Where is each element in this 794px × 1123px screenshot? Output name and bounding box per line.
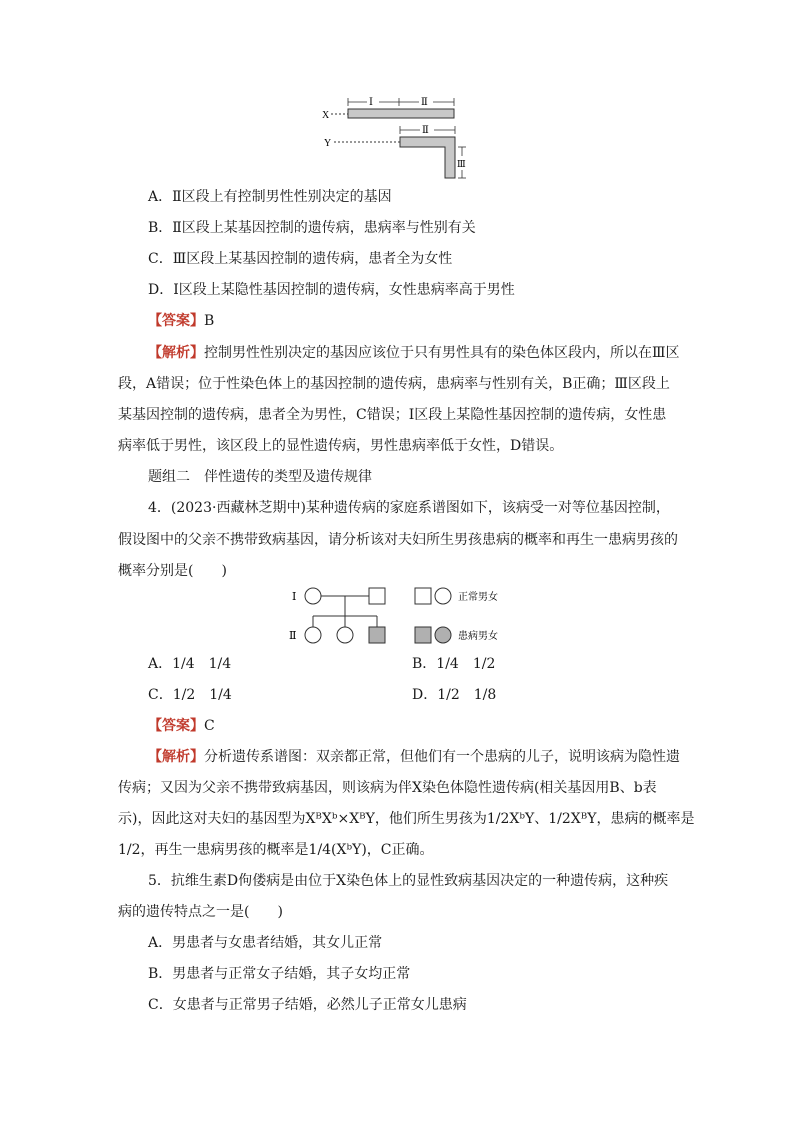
q4-answer-value: C (204, 718, 215, 734)
seg2-bottom-label: Ⅱ (422, 125, 429, 136)
q4-option-b: B．1/4 1/2 (412, 656, 496, 672)
q5-option-a: A．男患者与女患者结婚，其女儿正常 (148, 935, 383, 951)
gen1-mother (305, 588, 321, 604)
generation-2-label: Ⅱ (289, 629, 297, 642)
q3-option-d: D．Ⅰ区段上某隐性基因控制的遗传病，女性患病率高于男性 (148, 282, 515, 298)
legend-affected-male-icon (415, 627, 431, 643)
q4-explanation-line-2: 传病；又因为父亲不携带致病基因，则该病为伴X染色体隐性遗传病(相关基因用B、b表 (118, 780, 657, 796)
q4-answer-tag: 【答案】 (148, 718, 204, 734)
q3-answer-value: B (204, 313, 215, 329)
legend-normal-label: 正常男女 (458, 592, 498, 603)
q3-explanation-text-1: 控制男性性别决定的基因应该位于只有男性具有的染色体区段内，所以在Ⅲ区 (204, 345, 680, 361)
q4-option-c: C．1/2 1/4 (148, 687, 232, 703)
q4-stem-line-3: 概率分别是( ) (118, 563, 227, 579)
q5-stem-line-2: 病的遗传特点之一是( ) (118, 904, 283, 920)
q3-explanation-line-1 (148, 343, 680, 363)
q5-option-c: C．女患者与正常男子结婚，必然儿子正常女儿患病 (148, 997, 467, 1013)
x-label: X (322, 110, 330, 121)
q4-explanation-line-1 (148, 747, 680, 767)
generation-1-label: Ⅰ (292, 590, 297, 603)
q3-explanation-line-3: 某基因控制的遗传病，患者全为男性，C错误；Ⅰ区段上某隐性基因控制的遗传病，女性患 (118, 407, 667, 423)
q4-stem-line-1: 4．(2023·西藏林芝期中)某种遗传病的家庭系谱图如下，该病受一对等位基因控制， (148, 500, 670, 516)
q4-explanation-tag: 【解析】 (148, 749, 204, 765)
q3-explanation-tag: 【解析】 (148, 345, 204, 361)
q4-stem-line-2: 假设图中的父亲不携带致病基因，请分析该对夫妇所生男孩患病的概率和再生一患病男孩的 (118, 532, 678, 548)
q3-answer-tag: 【答案】 (148, 313, 204, 329)
group-2-heading: 题组二 伴性遗传的类型及遗传规律 (148, 469, 372, 485)
legend-normal-female-icon (435, 588, 451, 604)
q4-option-a: A．1/4 1/4 (148, 656, 232, 672)
y-label: Y (324, 138, 332, 149)
gen2-affected-son (369, 627, 385, 643)
q4-answer-line (148, 716, 215, 736)
q3-option-b: B．Ⅱ区段上某基因控制的遗传病，患病率与性别有关 (148, 220, 476, 236)
gen2-daughter-1 (305, 627, 321, 643)
q4-option-d: D．1/2 1/8 (412, 687, 497, 703)
q5-stem-line-1: 5．抗维生素D佝偻病是由位于X染色体上的显性致病基因决定的一种遗传病，这种疾 (148, 873, 669, 889)
x-chromosome-bar (348, 109, 454, 118)
q5-option-b: B．男患者与正常女子结婚，其子女均正常 (148, 966, 411, 982)
gen1-father (369, 588, 385, 604)
seg2-top-label: Ⅱ (421, 97, 428, 108)
q3-option-c: C．Ⅲ区段上某基因控制的遗传病，患者全为女性 (148, 251, 453, 267)
q3-explanation-line-2: 段，A错误；位于性染色体上的基因控制的遗传病，患病率与性别有关，B正确；Ⅲ区段上 (118, 376, 670, 392)
q4-explanation-line-4: 1/2，再生一患病男孩的概率是1/4(XᵇY)，C正确。 (118, 842, 434, 858)
xy-chromosome-diagram (318, 90, 468, 182)
q3-answer-line (148, 311, 214, 331)
q4-explanation-text-1: 分析遗传系谱图：双亲都正常，但他们有一个患病的儿子，说明该病为隐性遗 (204, 749, 680, 765)
q4-explanation-line-3: 示)，因此这对夫妇的基因型为XᴮXᵇ×XᴮY，他们所生男孩为1/2XᵇY、1/2XᴮY，患病的概率是 (118, 811, 695, 827)
gen2-daughter-2 (337, 627, 353, 643)
legend-affected-label: 患病男女 (458, 631, 498, 642)
q3-option-a: A．Ⅱ区段上有控制男性性别决定的基因 (148, 189, 392, 205)
q3-explanation-line-4: 病率低于男性，该区段上的显性遗传病，男性患病率低于女性，D错误。 (118, 438, 564, 454)
seg3-label: Ⅲ (457, 160, 466, 170)
pedigree-diagram (288, 582, 518, 648)
legend-normal-male-icon (415, 588, 431, 604)
y-chromosome-shape (400, 137, 455, 178)
legend-affected-female-icon (435, 627, 451, 643)
seg1-label: Ⅰ (369, 97, 373, 108)
